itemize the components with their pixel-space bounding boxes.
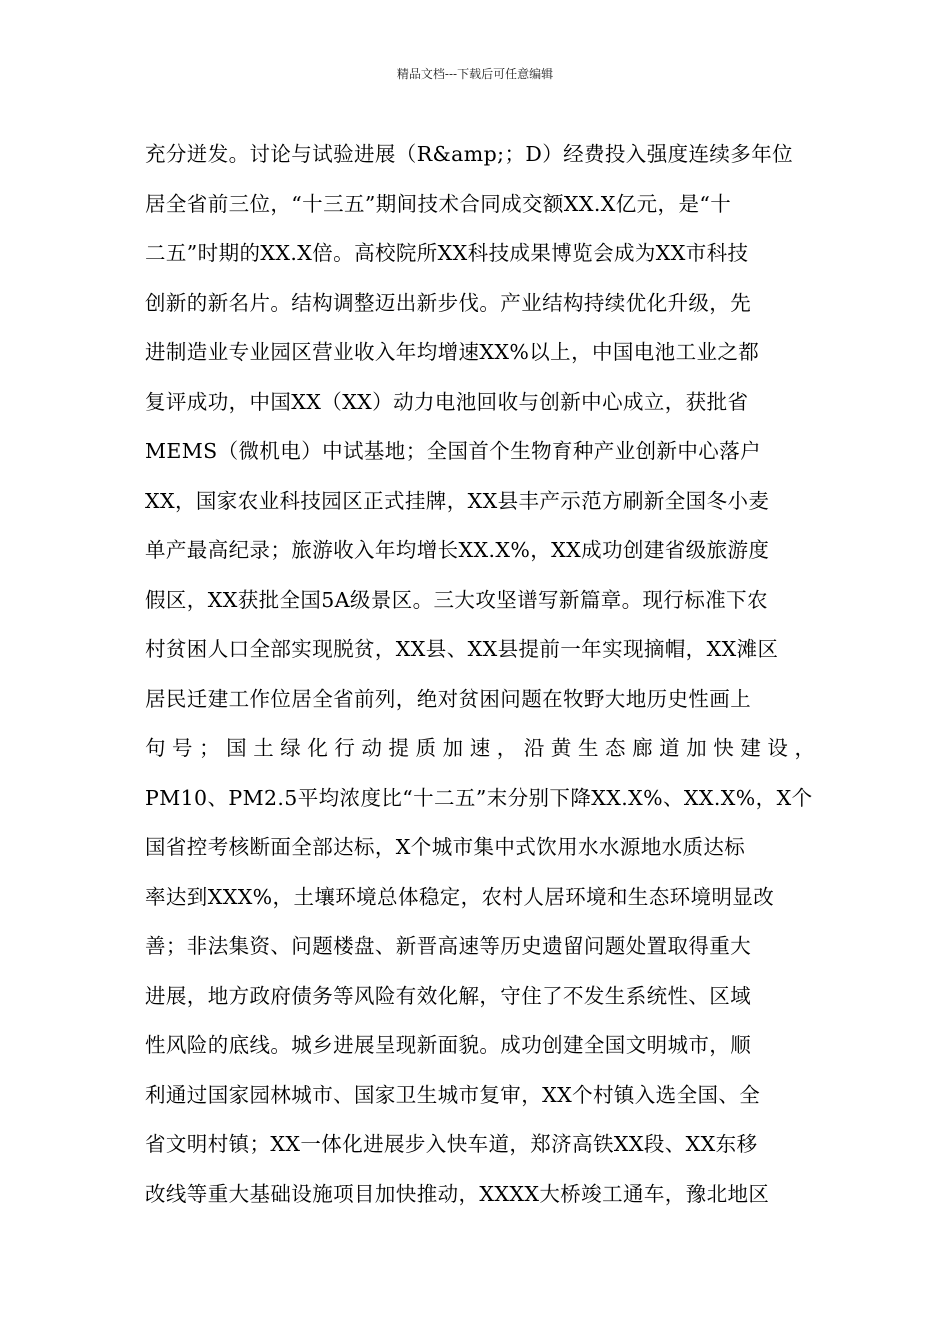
body-line-15: 国省控考核断面全部达标，X个城市集中式饮用水水源地水质达标 [145,835,746,859]
body-line-3: 二五”时期的XX.X倍。高校院所XX科技成果博览会成为XX市科技 [145,241,749,265]
document-body [145,130,815,1219]
body-line-16: 率达到XXX%，土壤环境总体稳定，农村人居环境和生态环境明显改 [145,884,775,909]
body-line-20: 利通过国家园林城市、国家卫生城市复审，XX个村镇入选全国、全 [145,1082,761,1107]
body-line-11: 村贫困人口全部实现脱贫，XX县、XX县提前一年实现摘帽，XX滩区 [145,637,779,661]
body-line-6: 复评成功，中国XX（XX）动力电池回收与创新中心成立，获批省 [145,389,749,414]
body-line-19: 性风险的底线。城乡进展呈现新面貌。成功创建全国文明城市，顺 [145,1033,752,1057]
body-line-17: 善；非法集资、问题楼盘、新晋高速等历史遗留问题处置取得重大 [145,934,752,958]
body-line-10: 假区，XX获批全国5A级景区。三大攻坚谱写新篇章。现行标准下农 [145,587,768,612]
body-line-18: 进展，地方政府债务等风险有效化解，守住了不发生系统性、区域 [145,983,752,1008]
body-line-13: 句号；国土绿化行动提质加速，沿黄生态廊道加快建设， [145,736,815,760]
body-line-7: MEMS（微机电）中试基地；全国首个生物育种产业创新中心落户 [145,439,761,463]
body-line-2: 居全省前三位，“十三五”期间技术合同成交额XX.X亿元，是“十 [145,191,732,216]
body-line-21: 省文明村镇；XX一体化进展步入快车道，郑济高铁XX段、XX东移 [145,1132,758,1156]
page-header: 精品文档---下载后可任意编辑 [396,67,554,81]
body-line-4: 创新的新名片。结构调整迈出新步伐。产业结构持续优化升级，先 [145,290,752,315]
body-line-8: XX，国家农业科技园区正式挂牌，XX县丰产示范方刷新全国冬小麦 [145,488,770,513]
body-line-9: 单产最高纪录；旅游收入年均增长XX.X%，XX成功创建省级旅游度 [145,538,770,562]
body-line-5: 进制造业专业园区营业收入年均增速XX%以上，中国电池工业之都 [145,340,760,364]
body-line-14: PM10、PM2.5平均浓度比“十二五”末分别下降XX.X%、XX.X%，X个 [145,785,813,810]
body-line-22: 改线等重大基础设施项目加快推动，XXXX大桥竣工通车，豫北地区 [145,1181,770,1206]
body-line-1: 充分迸发。讨论与试验进展（R&amp;；D）经费投入强度连续多年位 [145,142,794,166]
body-line-12: 居民迁建工作位居全省前列，绝对贫困问题在牧野大地历史性画上 [145,686,752,711]
